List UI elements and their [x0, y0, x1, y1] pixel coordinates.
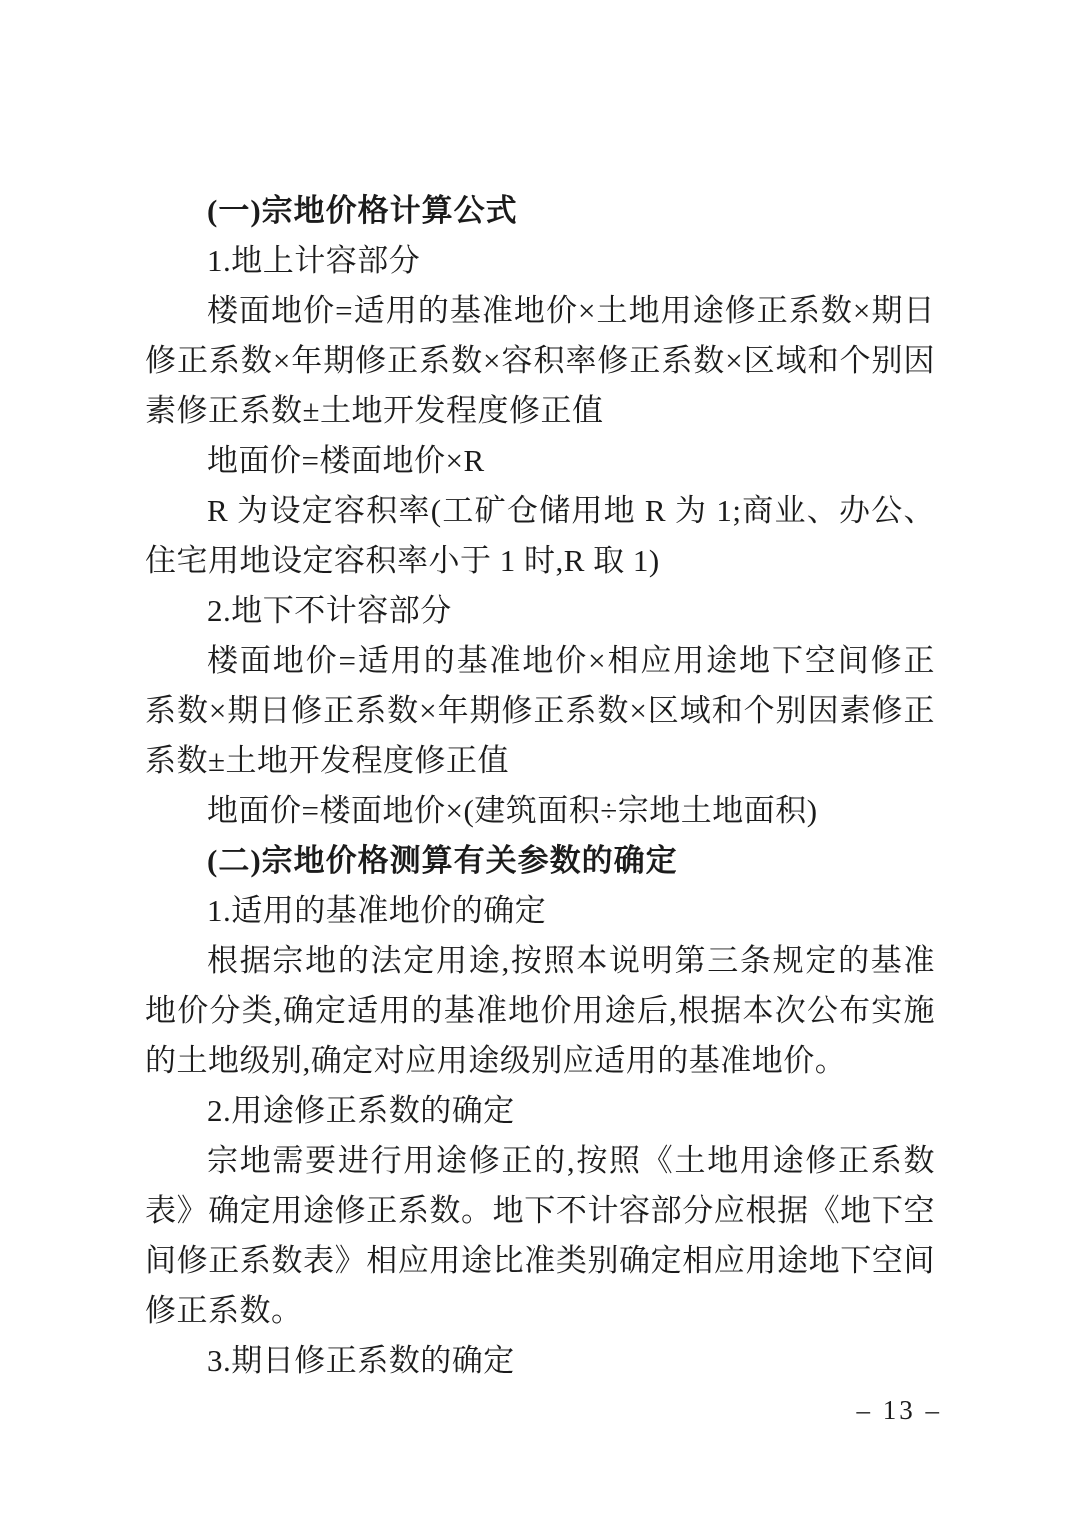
body-paragraph: 楼面地价=适用的基准地价×土地用途修正系数×期日修正系数×年期修正系数×容积率修正系数×区域和个别因素修正系数±土地开发程度修正值	[145, 293, 935, 428]
section-heading: (一)宗地价格计算公式	[207, 193, 518, 228]
body-paragraph: R 为设定容积率(工矿仓储用地 R 为 1;商业、办公、住宅用地设定容积率小于 1 时,R 取 1)	[145, 493, 935, 578]
page-number: – 13 –	[856, 1395, 942, 1425]
body-paragraph: 2.地下不计容部分	[207, 593, 452, 628]
body-paragraph: 根据宗地的法定用途,按照本说明第三条规定的基准地价分类,确定适用的基准地价用途后,根据本次公布实施的土地级别,确定对应用途级别应适用的基准地价。	[145, 943, 935, 1078]
body-paragraph: 楼面地价=适用的基准地价×相应用途地下空间修正系数×期日修正系数×年期修正系数×区域和个别因素修正系数±土地开发程度修正值	[145, 643, 935, 778]
body-paragraph: 宗地需要进行用途修正的,按照《土地用途修正系数表》确定用途修正系数。地下不计容部分应根据《地下空间修正系数表》相应用途比准类别确定相应用途地下空间修正系数。	[145, 1143, 935, 1328]
body-paragraph: 地面价=楼面地价×(建筑面积÷宗地土地面积)	[207, 793, 818, 828]
body-paragraph: 1.适用的基准地价的确定	[207, 893, 547, 928]
body-paragraph: 1.地上计容部分	[207, 243, 421, 278]
document-body	[145, 186, 935, 1386]
body-paragraph: 地面价=楼面地价×R	[207, 443, 485, 478]
section-heading: (二)宗地价格测算有关参数的确定	[207, 843, 678, 878]
body-paragraph: 3.期日修正系数的确定	[207, 1343, 515, 1378]
body-paragraph: 2.用途修正系数的确定	[207, 1093, 515, 1128]
